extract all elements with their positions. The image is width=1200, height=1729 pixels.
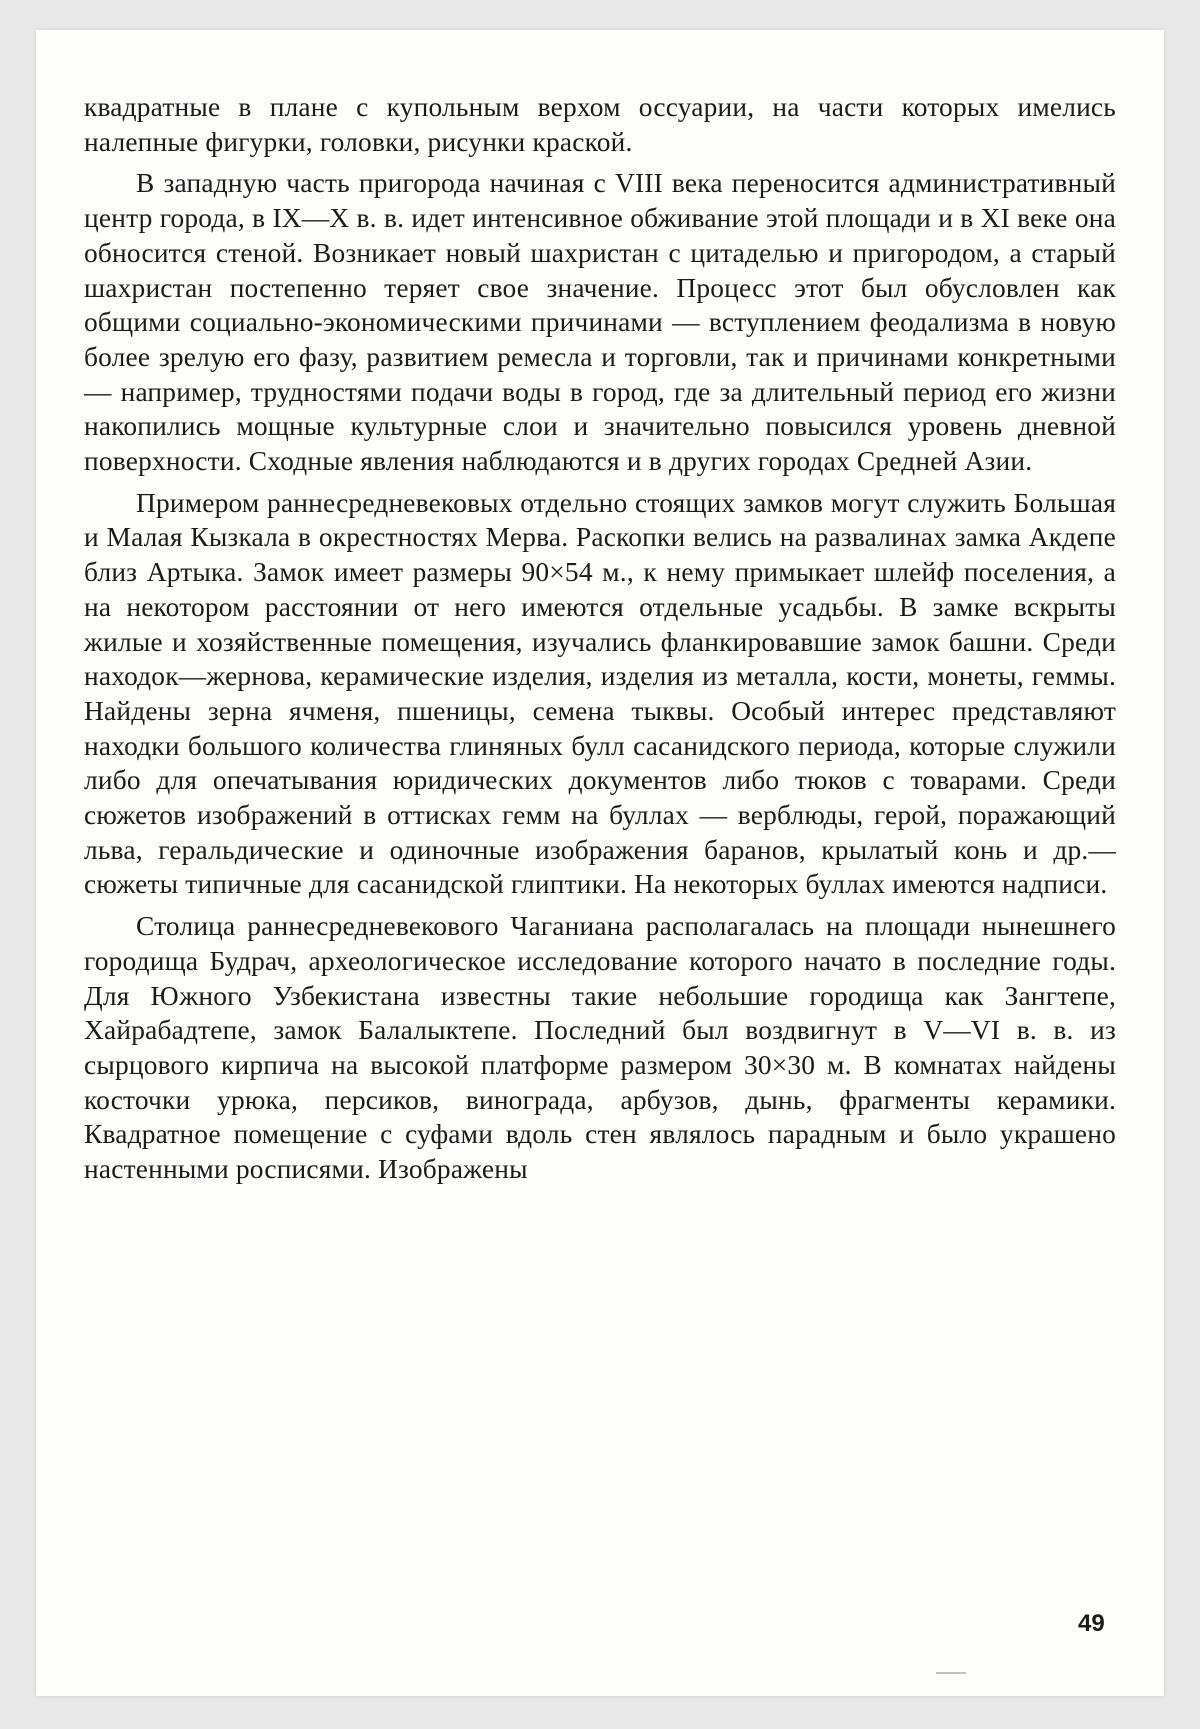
book-page: [36, 30, 1164, 1696]
page-body: [84, 90, 1116, 1194]
paragraph-4: Столица раннесредневекового Чаганиана располагалась на площади нынешнего городища Будрач, археологическое исследование которого начато в последние годы. Для Южного Узбекистана известны такие небольшие городища как Зангтепе, Хайрабадтепе, замок Балалыктепе. Последний был воздвигнут в V—VI в. в. из сырцового кирпича на высокой платформе размером 30×30 м. В комнатах найдены косточки урюка, персиков, винограда, арбузов, дынь, фрагменты керамики. Квадратное помещение с суфами вдоль стен являлось парадным и было украшено настенными росписями. Изображены: [84, 911, 1116, 1185]
page-number: 49: [1078, 1610, 1105, 1637]
paragraph-3: Примером раннесредневековых отдельно стоящих замков могут служить Большая и Малая Кызкала в окрестностях Мерва. Раскопки велись на развалинах замка Акдепе близ Артыка. Замок имеет размеры 90×54 м., к нему примыкает шлейф поселения, а на некотором расстоянии от него имеются отдельные усадьбы. В замке вскрыты жилые и хозяйственные помещения, изучались фланкировавшие замок башни. Среди находок—жернова, керамические изделия, изделия из металла, кости, монеты, геммы. Найдены зерна ячменя, пшеницы, семена тыквы. Особый интерес представляют находки большого количества глиняных булл сасанидского периода, которые служили либо для опечатывания юридических документов либо тюков с товарами. Среди сюжетов изображений в оттисках гемм на буллах — верблюды, герой, поражающий льва, геральдические и одиночные изображения баранов, крылатый конь и др.— сюжеты типичные для сасанидской глиптики. На некоторых буллах имеются надписи.: [84, 487, 1116, 900]
print-smudge: [936, 1672, 966, 1674]
paragraph-2: В западную часть пригорода начиная с VIII века переносится административный центр города, в IX—X в. в. идет интенсивное обживание этой площади и в XI веке она обносится стеной. Возникает новый шахристан с цитаделью и пригородом, а старый шахристан постепенно теряет свое значение. Процесс этот был обусловлен как общими социально-экономическими причинами — вступлением феодализма в новую более зрелую его фазу, развитием ремесла и торговли, так и причинами конкретными — например, трудностями подачи воды в город, где за длительный период его жизни накопились мощные культурные слои и значительно повысился уровень дневной поверхности. Сходные явления наблюдаются и в других городах Средней Азии.: [84, 168, 1116, 477]
paragraph-1: квадратные в плане с купольным верхом оссуарии, на части которых имелись налепные фигурки, головки, рисунки краской.: [84, 92, 1116, 157]
